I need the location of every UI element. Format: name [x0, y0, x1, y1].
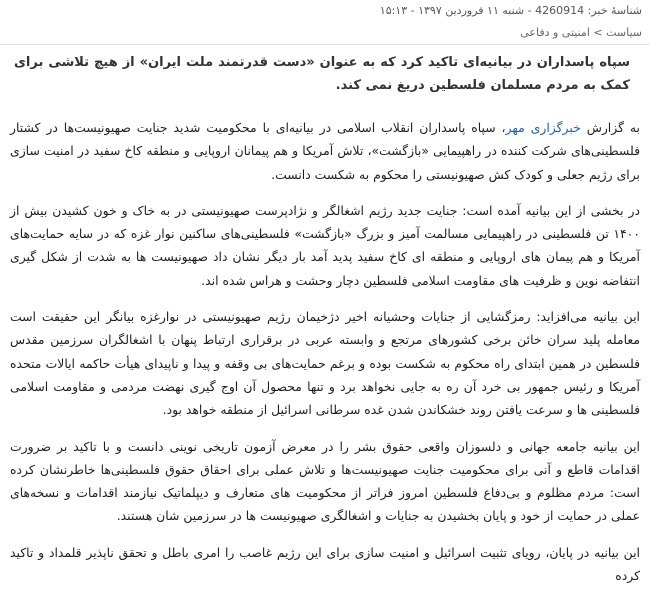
paragraph-5: این بیانیه در پایان، رویای تثبیت اسرائیل و امنیت سازی برای این رژیم غاصب را امری باطل و تحقق ناپذیر قلمداد و تاکید کرده: [10, 544, 640, 584]
agency-link[interactable]: خبرگزاری مهر: [505, 120, 581, 135]
paragraph-3: این بیانیه می‌افزاید: رمزگشایی از جنایات وحشیانه اخیر دژخیمان رژیم صهیونیستی در نوارغزه بیانگر این حقیقت است معامله پلید سران خائن برخی کشورهای مرتجع و وابسته عربی در برقراری ارتباط پنهان با اشغالگران سرزمین مقدس فلسطین در همین ابتدای راه محکوم به شکست بوده و برغم حمایت‌های بی وقفه و پیدا و ناپیدای هیأت حاکمه ایالات متحده آمریکا و رئیس جمهور بی خرد آن ره به جایی نخواهد برد و تنها محصول آن اوج گیری نهضت مردمی و مقاومت اسلامی فلسطینی ها و سرعت یافتن روند خشکاندن شدن غده سرطانی اسرائیل از منطقه خواهد بود.: [10, 309, 640, 418]
news-id: 4260914: [535, 4, 585, 17]
article-lead: سپاه پاسداران در بیانیه‌ای تاکید کرد که به عنوان «دست قدرتمند ملت ایران» از هیچ تلاشی برای کمک به مردم مسلمان فلسطین دریغ نمی کند.: [14, 55, 630, 93]
paragraph-2: در بخشی از این بیانیه آمده است: جنایت جدید رژیم اشغالگر و نژادپرست صهیونیستی در به خاک و خون کشیدن بیش از ۱۴۰۰ تن فلسطینی در راهپیمایی مسالمت آمیز و بزرگ «بازگشت» فلسطینی‌های ساکنین نوار غزه که در سایه حمایت‌های آمریکا و هم پیمان های اروپایی و منطقه ای کاخ سفید پدید آمد بار دیگر نشان داد صهیونیست ها به شدت از شکل گیری انتفاضه نوین و ظرفیت های مقاومت اسلامی فلسطین دچار وحشت و هراس شده اند.: [10, 202, 640, 288]
paragraph-1-prefix: به گزارش: [586, 120, 640, 135]
meta-separator: -: [527, 4, 532, 17]
header-divider: [0, 44, 650, 45]
breadcrumb[interactable]: سیاست > امنیتی و دفاعی: [520, 26, 642, 39]
article-body: [10, 116, 640, 600]
paragraph-1: [10, 116, 640, 186]
news-meta-line: [380, 4, 642, 17]
paragraph-1-rest: ، سپاه پاسداران انقلاب اسلامی در بیانیه‌ای با محکومیت شدید جنایت صهیونیست‌ها در کشتار فلسطینی‌های شرکت کننده در راهپیمایی «بازگشت»، تلاش آمریکا و هم پیمانان اروپایی و منطقه کاخ سفید در امنیت سازی برای رژیم جعلی و کودک کش صهیونیستی را محکوم به شکست دانست.: [10, 120, 640, 182]
publish-date: شنبه ۱۱ فروردین ۱۳۹۷: [418, 4, 525, 17]
publish-time: ۱۵:۱۳: [379, 4, 408, 17]
meta-separator: -: [410, 4, 415, 17]
news-id-label: شناسهٔ خبر:: [587, 4, 642, 17]
paragraph-4: این بیانیه جامعه جهانی و دلسوزان واقعی حقوق بشر را در معرض آزمون تاریخی نوینی دانست و با تاکید بر ضرورت اقدامات قاطع و آنی برای محکومیت جنایت صهیونیست‌ها و تلاش عملی برای احقاق حقوق فلسطینی‌ها خاطرنشان کرده است: مردم مظلوم و بی‌دفاع فلسطین امروز فراتر از محکومیت های متعارف و دیپلماتیک نیازمند اقدامات و نسخه‌های عملی در حمایت از خود و پایان بخشیدن به جنایات و اشغالگری صهیونیست ها در سرزمین شان هستند.: [10, 438, 640, 524]
